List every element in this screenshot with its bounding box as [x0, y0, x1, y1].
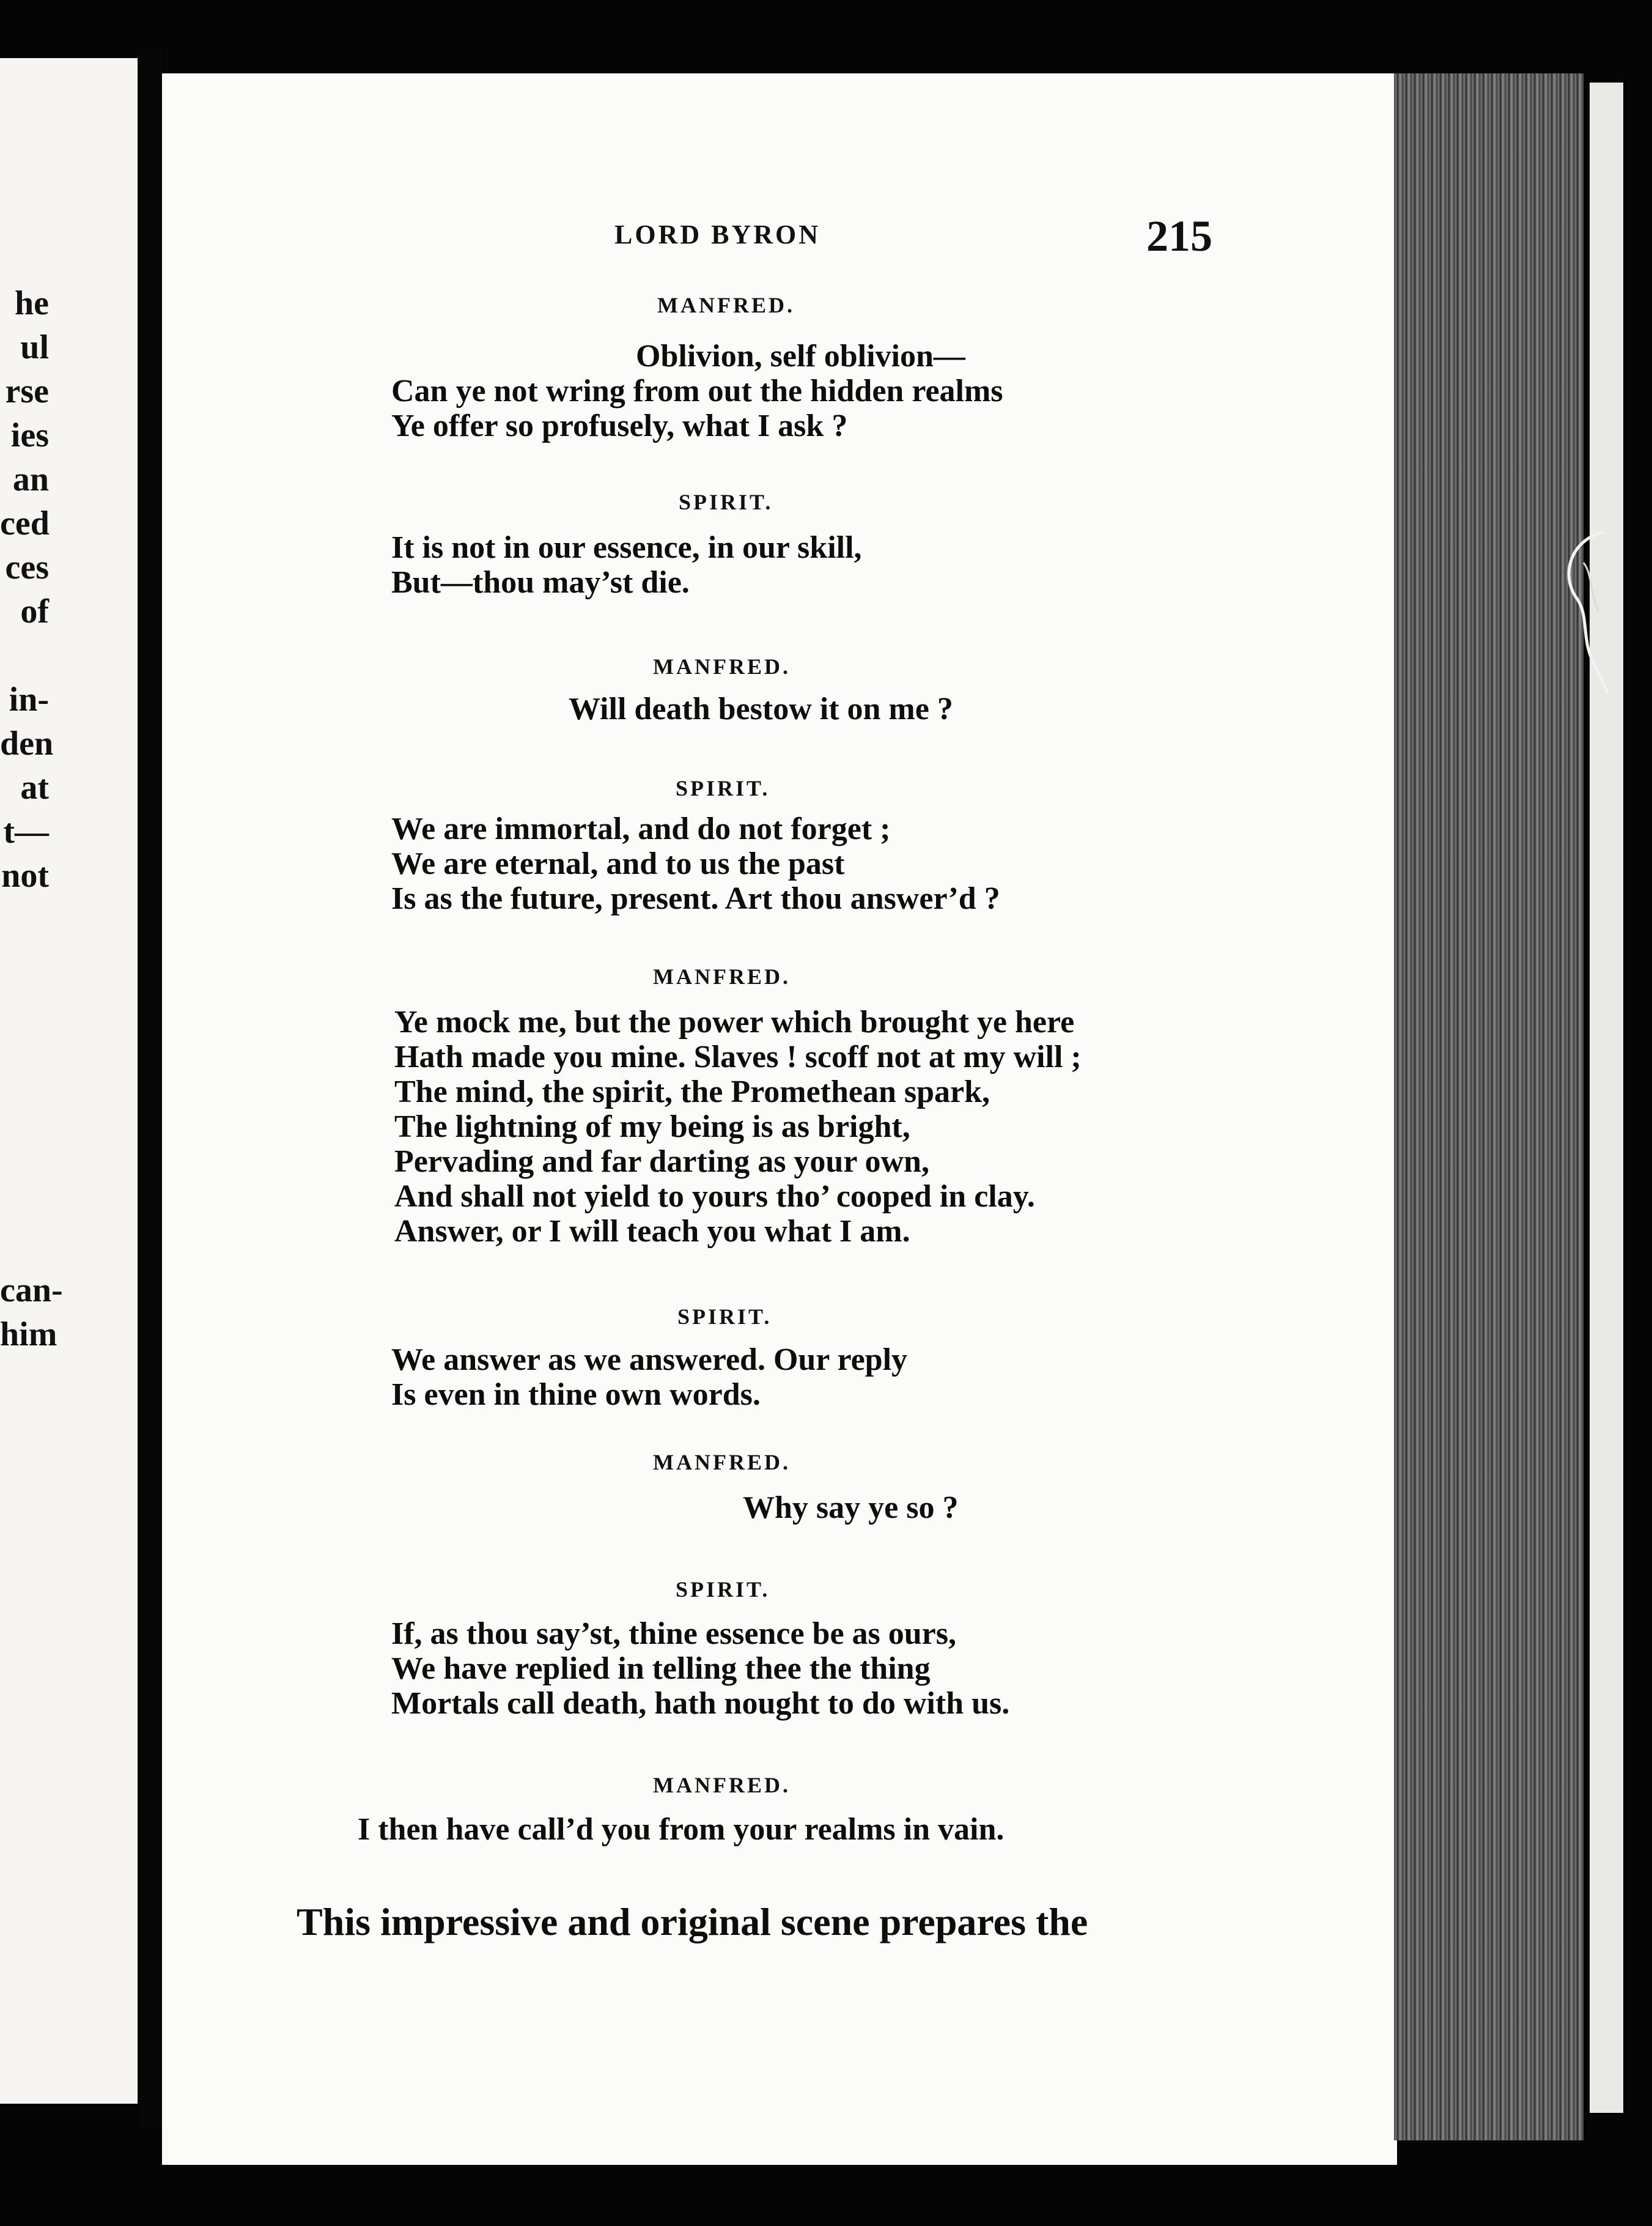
speaker-heading: MANFRED.: [653, 654, 791, 679]
verse-line: But—thou may’st die.: [391, 565, 690, 600]
speaker-heading: SPIRIT.: [677, 1304, 772, 1329]
speaker-heading: SPIRIT.: [679, 490, 773, 514]
bookmark-string-icon: [1547, 526, 1614, 697]
verse-line: Answer, or I will teach you what I am.: [394, 1214, 910, 1249]
left-page-fragment: in-: [9, 681, 49, 719]
page-fore-edge: [1394, 73, 1584, 2140]
left-page-fragment: not: [1, 857, 49, 895]
closing-prose-line: This impressive and original scene prepares the: [297, 1900, 1088, 1943]
speaker-heading: MANFRED.: [657, 293, 795, 317]
verse-line: Is even in thine own words.: [391, 1377, 761, 1412]
speaker-heading: MANFRED.: [653, 1773, 791, 1797]
page-number: 215: [1146, 212, 1212, 261]
left-page-fragment: t—: [3, 813, 49, 851]
left-page-fragment: den: [0, 725, 54, 763]
page-edge-highlight: [1590, 83, 1623, 2113]
verse-line: And shall not yield to yours tho’ cooped in clay.: [394, 1179, 1035, 1214]
verse-line: I then have call’d you from your realms in vain.: [358, 1812, 1005, 1847]
left-page-fragment: rse: [5, 372, 49, 410]
verse-line: It is not in our essence, in our skill,: [391, 530, 862, 565]
left-page-fragment: ced: [0, 505, 50, 542]
book-gutter: [138, 49, 162, 2128]
verse-line: We answer as we answered. Our reply: [391, 1342, 908, 1377]
verse-line: Mortals call death, hath nought to do with us.: [391, 1686, 1010, 1721]
speaker-heading: SPIRIT.: [676, 1577, 770, 1602]
verse-line: Ye mock me, but the power which brought ye here: [394, 1005, 1075, 1040]
speaker-heading: SPIRIT.: [676, 776, 770, 801]
left-page-fragment: ul: [20, 328, 49, 366]
verse-line: We are eternal, and to us the past: [391, 846, 845, 881]
verse-line: Oblivion, self oblivion—: [636, 339, 965, 374]
left-page-fragment: can-: [0, 1271, 63, 1309]
left-page-fragment: ces: [5, 549, 49, 586]
verse-line: Is as the future, present. Art thou answer’d ?: [391, 881, 1000, 916]
verse-line: Pervading and far darting as your own,: [394, 1144, 929, 1179]
verse-line: Ye offer so profusely, what I ask ?: [391, 409, 848, 443]
left-page-fragment: ies: [10, 416, 49, 454]
verse-line: Will death bestow it on me ?: [569, 692, 953, 727]
left-page-fragment: he: [15, 284, 49, 322]
verse-line: If, as thou say’st, thine essence be as ours,: [391, 1616, 956, 1651]
verse-line: We are immortal, and do not forget ;: [391, 812, 891, 846]
left-page-fragment: at: [20, 769, 49, 807]
left-page-fragment: an: [12, 460, 49, 498]
verse-line: Why say ye so ?: [743, 1490, 959, 1525]
speaker-heading: MANFRED.: [653, 964, 791, 989]
verse-line: The mind, the spirit, the Promethean spark,: [394, 1074, 990, 1109]
left-page-fragment: of: [20, 593, 49, 630]
verse-line: Can ye not wring from out the hidden realms: [391, 374, 1003, 409]
verse-line: The lightning of my being is as bright,: [394, 1109, 910, 1144]
running-head: LORD BYRON: [614, 220, 821, 250]
verse-line: Hath made you mine. Slaves ! scoff not at my will ;: [394, 1040, 1082, 1074]
left-page-fragment: him: [0, 1315, 57, 1353]
speaker-heading: MANFRED.: [653, 1450, 791, 1474]
verse-line: We have replied in telling thee the thing: [391, 1651, 931, 1686]
